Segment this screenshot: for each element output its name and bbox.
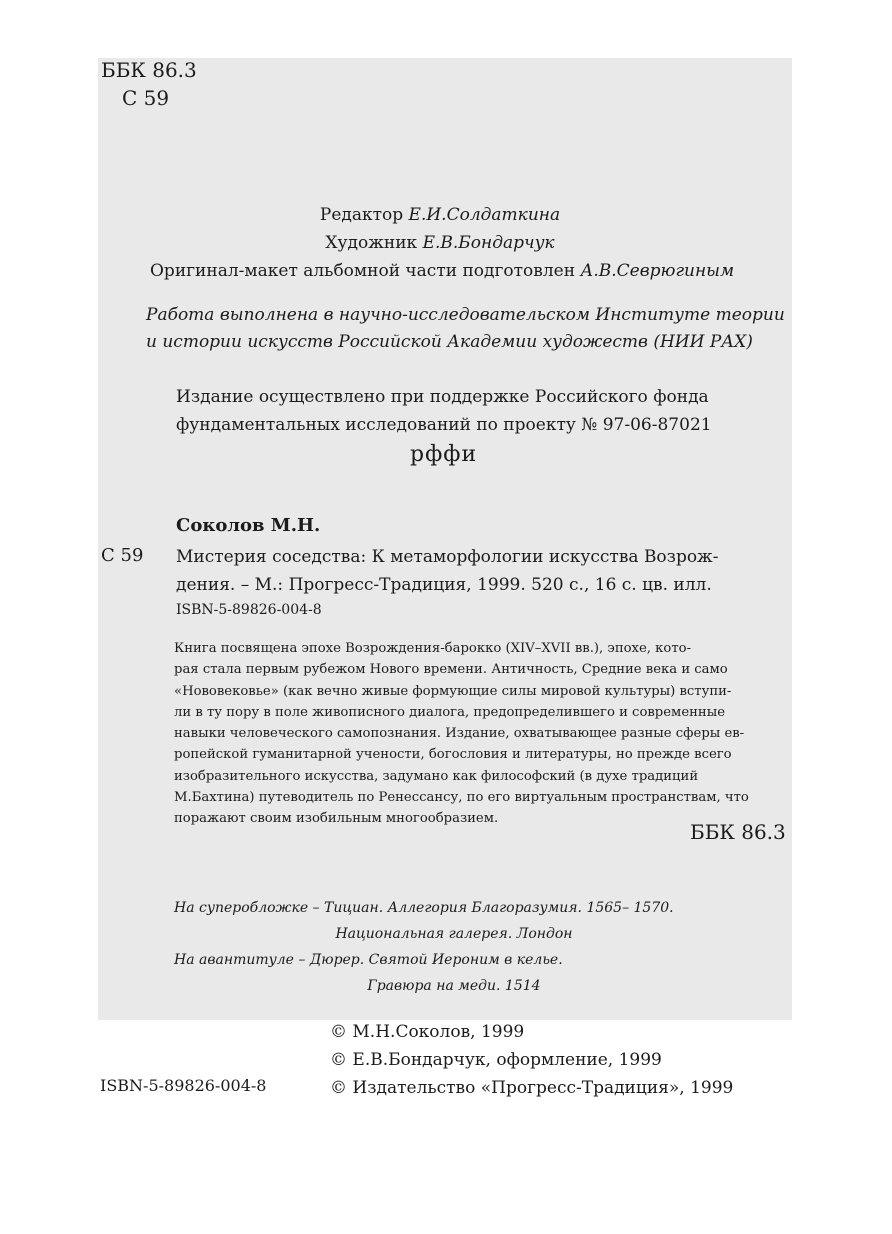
annotation-line: навыки человеческого самопознания. Издание, охватывающее разные сферы ев-: [174, 726, 745, 742]
institute-note: [146, 302, 785, 356]
bib-line-2: дения. – М.: Прогресс-Традиция, 1999. 520 с., 16 с. цв. илл.: [176, 575, 712, 595]
isbn-footer: ISBN-5-89826-004-8: [100, 1076, 267, 1095]
cover-note-2: Национальная галерея. Лондон: [335, 926, 573, 942]
cover-note-4: Гравюра на меди. 1514: [367, 978, 541, 994]
author-mark: С 59: [122, 86, 170, 110]
cover-note-3: На авантитуле – Дюрер. Святой Иероним в келье.: [174, 952, 563, 968]
editor-line: [150, 201, 730, 229]
artist-line: [150, 229, 730, 257]
annotation-line: «Нововековье» (как вечно живые формующие силы мировой культуры) вступи-: [174, 683, 732, 699]
annotation-line: М.Бахтина) путеводитель по Ренессансу, по его виртуальным пространствам, что: [174, 790, 749, 806]
cover-note-1: На суперобложке – Тициан. Аллегория Благоразумия. 1565– 1570.: [174, 900, 674, 916]
layout-name: А.В.Севрюгиным: [580, 261, 735, 281]
credits-block: [150, 201, 735, 285]
catalog-mark: С 59: [101, 545, 144, 566]
institute-line-1: Работа выполнена в научно-исследовательском Институте теории: [146, 305, 785, 325]
grant-line-2: фундаментальных исследований по проекту № 97-06-87021: [176, 415, 712, 435]
rffi-logo: рффи: [410, 442, 478, 467]
layout-line: [150, 257, 735, 285]
copyright-line: © Е.В.Бондарчук, оформление, 1999: [330, 1050, 662, 1070]
editor-name: Е.И.Солдаткина: [408, 205, 561, 225]
artist-name: Е.В.Бондарчук: [422, 233, 555, 253]
copyright-line: © М.Н.Соколов, 1999: [330, 1022, 525, 1042]
editor-role: Редактор: [319, 205, 404, 225]
annotation-line: Книга посвящена эпохе Возрождения-барокко (XIV–XVII вв.), эпохе, кото-: [174, 641, 692, 656]
bib-line-1: Мистерия соседства: К метаморфологии искусства Возрож-: [176, 547, 719, 567]
artist-role: Художник: [325, 233, 418, 253]
layout-text: Оригинал-макет альбомной части подготовлен: [150, 261, 576, 281]
grant-line-1: Издание осуществлено при поддержке Российского фонда: [176, 387, 709, 407]
bbk-index: ББК 86.3: [101, 58, 197, 82]
annotation-line: ли в ту пору в поле живописного диалога, предопределившего и современные: [174, 704, 725, 720]
copyright-block: [330, 1018, 733, 1102]
annotation-line: изобразительного искусства, задумано как философский (в духе традиций: [174, 768, 699, 784]
annotation-line: поражают своим изобильным многообразием.: [174, 811, 499, 827]
annotation-line: рая стала первым рубежом Нового времени. Античность, Средние века и само: [174, 662, 728, 678]
bbk-index-right: ББК 86.3: [690, 820, 786, 844]
copyright-line: © Издательство «Прогресс-Традиция», 1999: [330, 1078, 734, 1098]
cover-notes: [174, 895, 734, 999]
annotation-line: ропейской гуманитарной учености, богословия и литературы, но прежде всего: [174, 747, 732, 763]
bibliographic-description: [176, 543, 776, 599]
institute-line-2: и истории искусств Российской Академии художеств (НИИ РАХ): [146, 332, 753, 352]
grant-note: [176, 383, 736, 439]
annotation: [174, 638, 774, 830]
isbn-inline: ISBN-5-89826-004-8: [176, 602, 322, 618]
author-heading: Соколов М.Н.: [176, 515, 321, 536]
